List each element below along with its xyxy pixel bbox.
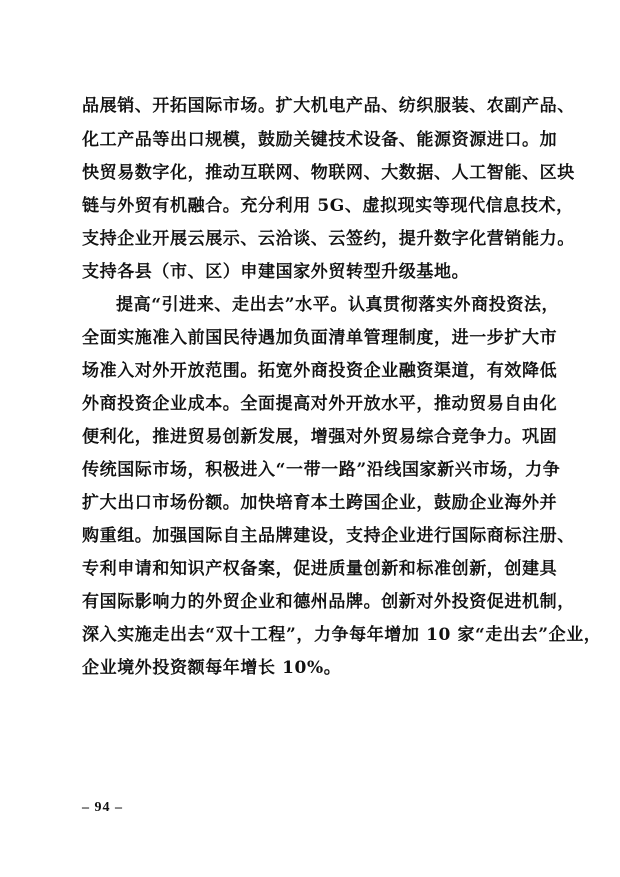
text-line: 化工产品等出口规模，鼓励关键技术设备、能源资源进口。加 xyxy=(82,130,558,150)
text-line: 支持企业开展云展示、云洽谈、云签约，提升数字化营销能力。 xyxy=(82,229,575,249)
text-line: 扩大出口市场份额。加快培育本土跨国企业，鼓励企业海外并 xyxy=(82,493,558,513)
text-line: 专利申请和知识产权备案，促进质量创新和标准创新，创建具 xyxy=(82,559,558,579)
text-line: 场准入对外开放范围。拓宽外商投资企业融资渠道，有效降低 xyxy=(82,361,558,381)
text-line: 购重组。加强国际自主品牌建设，支持企业进行国际商标注册、 xyxy=(82,526,575,546)
text-line: 便利化，推进贸易创新发展，增强对外贸易综合竞争力。巩固 xyxy=(82,427,558,447)
text-line: 深入实施走出去“双十工程”，力争每年增加 10 家“走出去”企业， xyxy=(82,625,602,645)
text-line: 传统国际市场，积极进入“一带一路”沿线国家新兴市场，力争 xyxy=(82,460,561,480)
text-line: 有国际影响力的外贸企业和德州品牌。创新对外投资促进机制， xyxy=(82,592,575,612)
text-line: 链与外贸有机融合。充分利用 5G、虚拟现实等现代信息技术， xyxy=(82,196,574,216)
text-line: 全面实施准入前国民待遇加负面清单管理制度，进一步扩大市 xyxy=(82,328,558,348)
text-line: 支持各县（市、区）申建国家外贸转型升级基地。 xyxy=(82,262,470,282)
text-line: 企业境外投资额每年增长 10%。 xyxy=(82,658,342,678)
text-line: 品展销、开拓国际市场。扩大机电产品、纺织服装、农副产品、 xyxy=(82,96,575,116)
text-line: 快贸易数字化，推动互联网、物联网、大数据、人工智能、区块 xyxy=(82,163,575,183)
paragraph-first-line: 提高“引进来、走出去”水平。认真贯彻落实外商投资法， xyxy=(116,295,560,315)
text-line: 外商投资企业成本。全面提高对外开放水平，推动贸易自由化 xyxy=(82,394,558,414)
page-number: – 94 – xyxy=(82,800,123,815)
